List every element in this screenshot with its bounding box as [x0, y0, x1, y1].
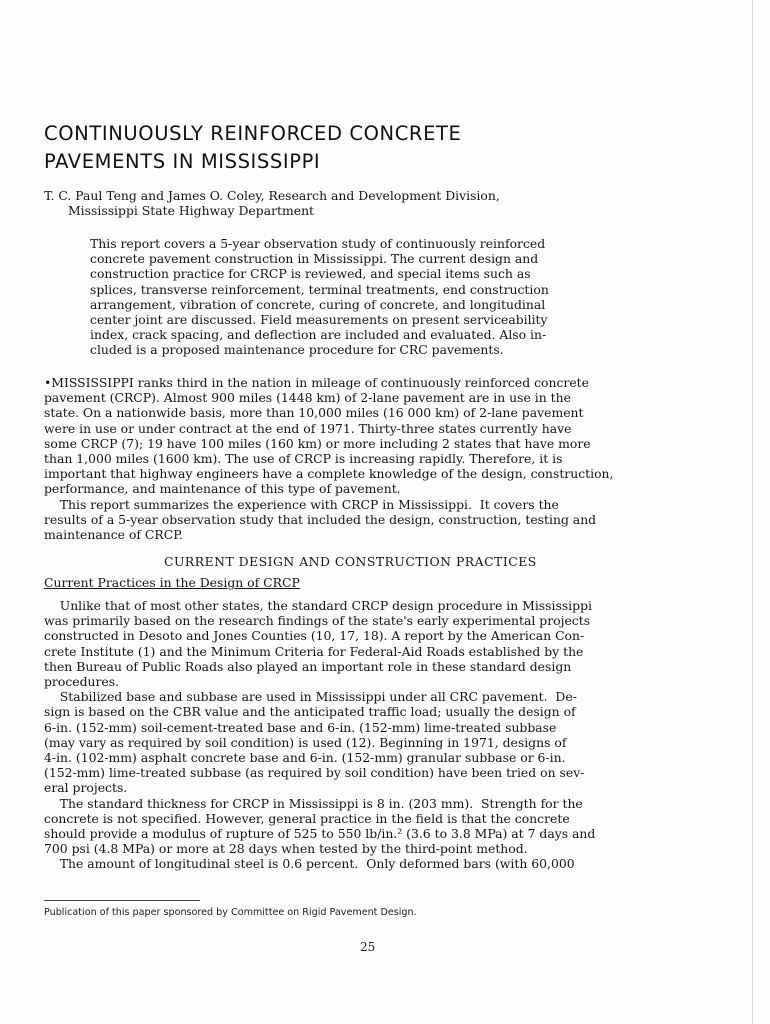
design-line: Stabilized base and subbase are used in Mississippi under all CRC pavement. De- [44, 689, 577, 705]
design-line: sign is based on the CBR value and the anticipated traffic load; usually the design of [44, 704, 576, 720]
design-line: eral projects. [44, 780, 128, 796]
intro-line: •MISSISSIPPI ranks third in the nation in mileage of continuously reinforced concrete [44, 375, 589, 390]
design-line: The standard thickness for CRCP in Mississippi is 8 in. (203 mm). Strength for the [44, 795, 583, 811]
paper-title [44, 120, 684, 176]
design-line: then Bureau of Public Roads also played an important role in these standard design [44, 658, 572, 674]
intro-line: state. On a nationwide basis, more than 10,000 miles (16 000 km) of 2-lane pavement [44, 405, 584, 421]
author-affiliation [44, 188, 734, 218]
abstract-line: construction practice for CRCP is reviewed, and special items such as [90, 266, 531, 282]
abstract [90, 236, 690, 358]
abstract-line: cluded is a proposed maintenance procedure for CRC pavements. [90, 342, 504, 358]
intro-line: than 1,000 miles (1600 km). The use of CRCP is increasing rapidly. Therefore, it is [44, 451, 563, 467]
intro-line: results of a 5-year observation study that included the design, construction, testing and [44, 511, 597, 527]
design-line: crete Institute (1) and the Minimum Criteria for Federal-Aid Roads established by the [44, 643, 584, 659]
intro-line: were in use or under contract at the end of 1971. Thirty-three states currently have [44, 420, 572, 436]
title-line: CONTINUOUSLY REINFORCED CONCRETE [44, 122, 462, 145]
design-line: was primarily based on the research findings of the state's early experimental projects [44, 613, 591, 629]
intro-line: This report summarizes the experience with CRCP in Mississippi. It covers the [44, 496, 559, 512]
introduction [44, 375, 744, 542]
design-line: constructed in Desoto and Jones Counties (10, 17, 18). A report by the American Con- [44, 628, 585, 644]
footnote: Publication of this paper sponsored by Committee on Rigid Pavement Design. [44, 907, 417, 918]
design-line: The amount of longitudinal steel is 0.6 percent. Only deformed bars (with 60,000 [44, 856, 575, 872]
design-line: 4-in. (102-mm) asphalt concrete base and 6-in. (152-mm) granular subbase or 6-in. [44, 750, 566, 766]
authors-line: T. C. Paul Teng and James O. Coley, Research and Development Division, [44, 188, 500, 203]
design-line: procedures. [44, 674, 120, 690]
intro-line: performance, and maintenance of this type of pavement. [44, 481, 401, 497]
abstract-line: This report covers a 5-year observation study of continuously reinforced [90, 236, 546, 251]
design-line: 6-in. (152-mm) soil-cement-treated base and 6-in. (152-mm) lime-treated subbase [44, 719, 557, 735]
abstract-line: center joint are discussed. Field measurements on present serviceability [90, 312, 548, 328]
abstract-line: concrete pavement construction in Mississippi. The current design and [90, 251, 539, 267]
page-number: 25 [360, 940, 376, 954]
footnote-rule [44, 900, 200, 901]
abstract-line: arrangement, vibration of concrete, curing of concrete, and longitudinal [90, 296, 546, 312]
intro-line: pavement (CRCP). Almost 900 miles (1448 km) of 2-lane pavement are in use in the [44, 390, 571, 406]
title-line: PAVEMENTS IN MISSISSIPPI [44, 150, 321, 173]
intro-line: maintenance of CRCP. [44, 527, 183, 543]
page-edge-divider [752, 0, 753, 1024]
section-heading: CURRENT DESIGN AND CONSTRUCTION PRACTICES [164, 554, 537, 569]
intro-line: important that highway engineers have a complete knowledge of the design, construction, [44, 466, 614, 482]
design-section-body [44, 598, 744, 872]
abstract-line: index, crack spacing, and deflection are included and evaluated. Also in- [90, 327, 547, 343]
design-line: concrete is not specified. However, general practice in the field is that the concrete [44, 810, 570, 826]
design-line: (152-mm) lime-treated subbase (as required by soil condition) have been tried on sev- [44, 765, 585, 781]
design-line: 700 psi (4.8 MPa) or more at 28 days when tested by the third-point method. [44, 841, 528, 857]
design-line: Unlike that of most other states, the standard CRCP design procedure in Mississippi [44, 598, 592, 613]
intro-line: some CRCP (7); 19 have 100 miles (160 km) or more including 2 states that have more [44, 435, 591, 451]
design-line: should provide a modulus of rupture of 525 to 550 lb/in.² (3.6 to 3.8 MPa) at 7 days and [44, 826, 596, 842]
design-line: (may vary as required by soil condition) is used (12). Beginning in 1971, designs of [44, 734, 567, 750]
subsection-heading: Current Practices in the Design of CRCP [44, 575, 300, 590]
abstract-line: splices, transverse reinforcement, terminal treatments, end construction [90, 281, 549, 297]
affiliation-line: Mississippi State Highway Department [68, 203, 315, 219]
